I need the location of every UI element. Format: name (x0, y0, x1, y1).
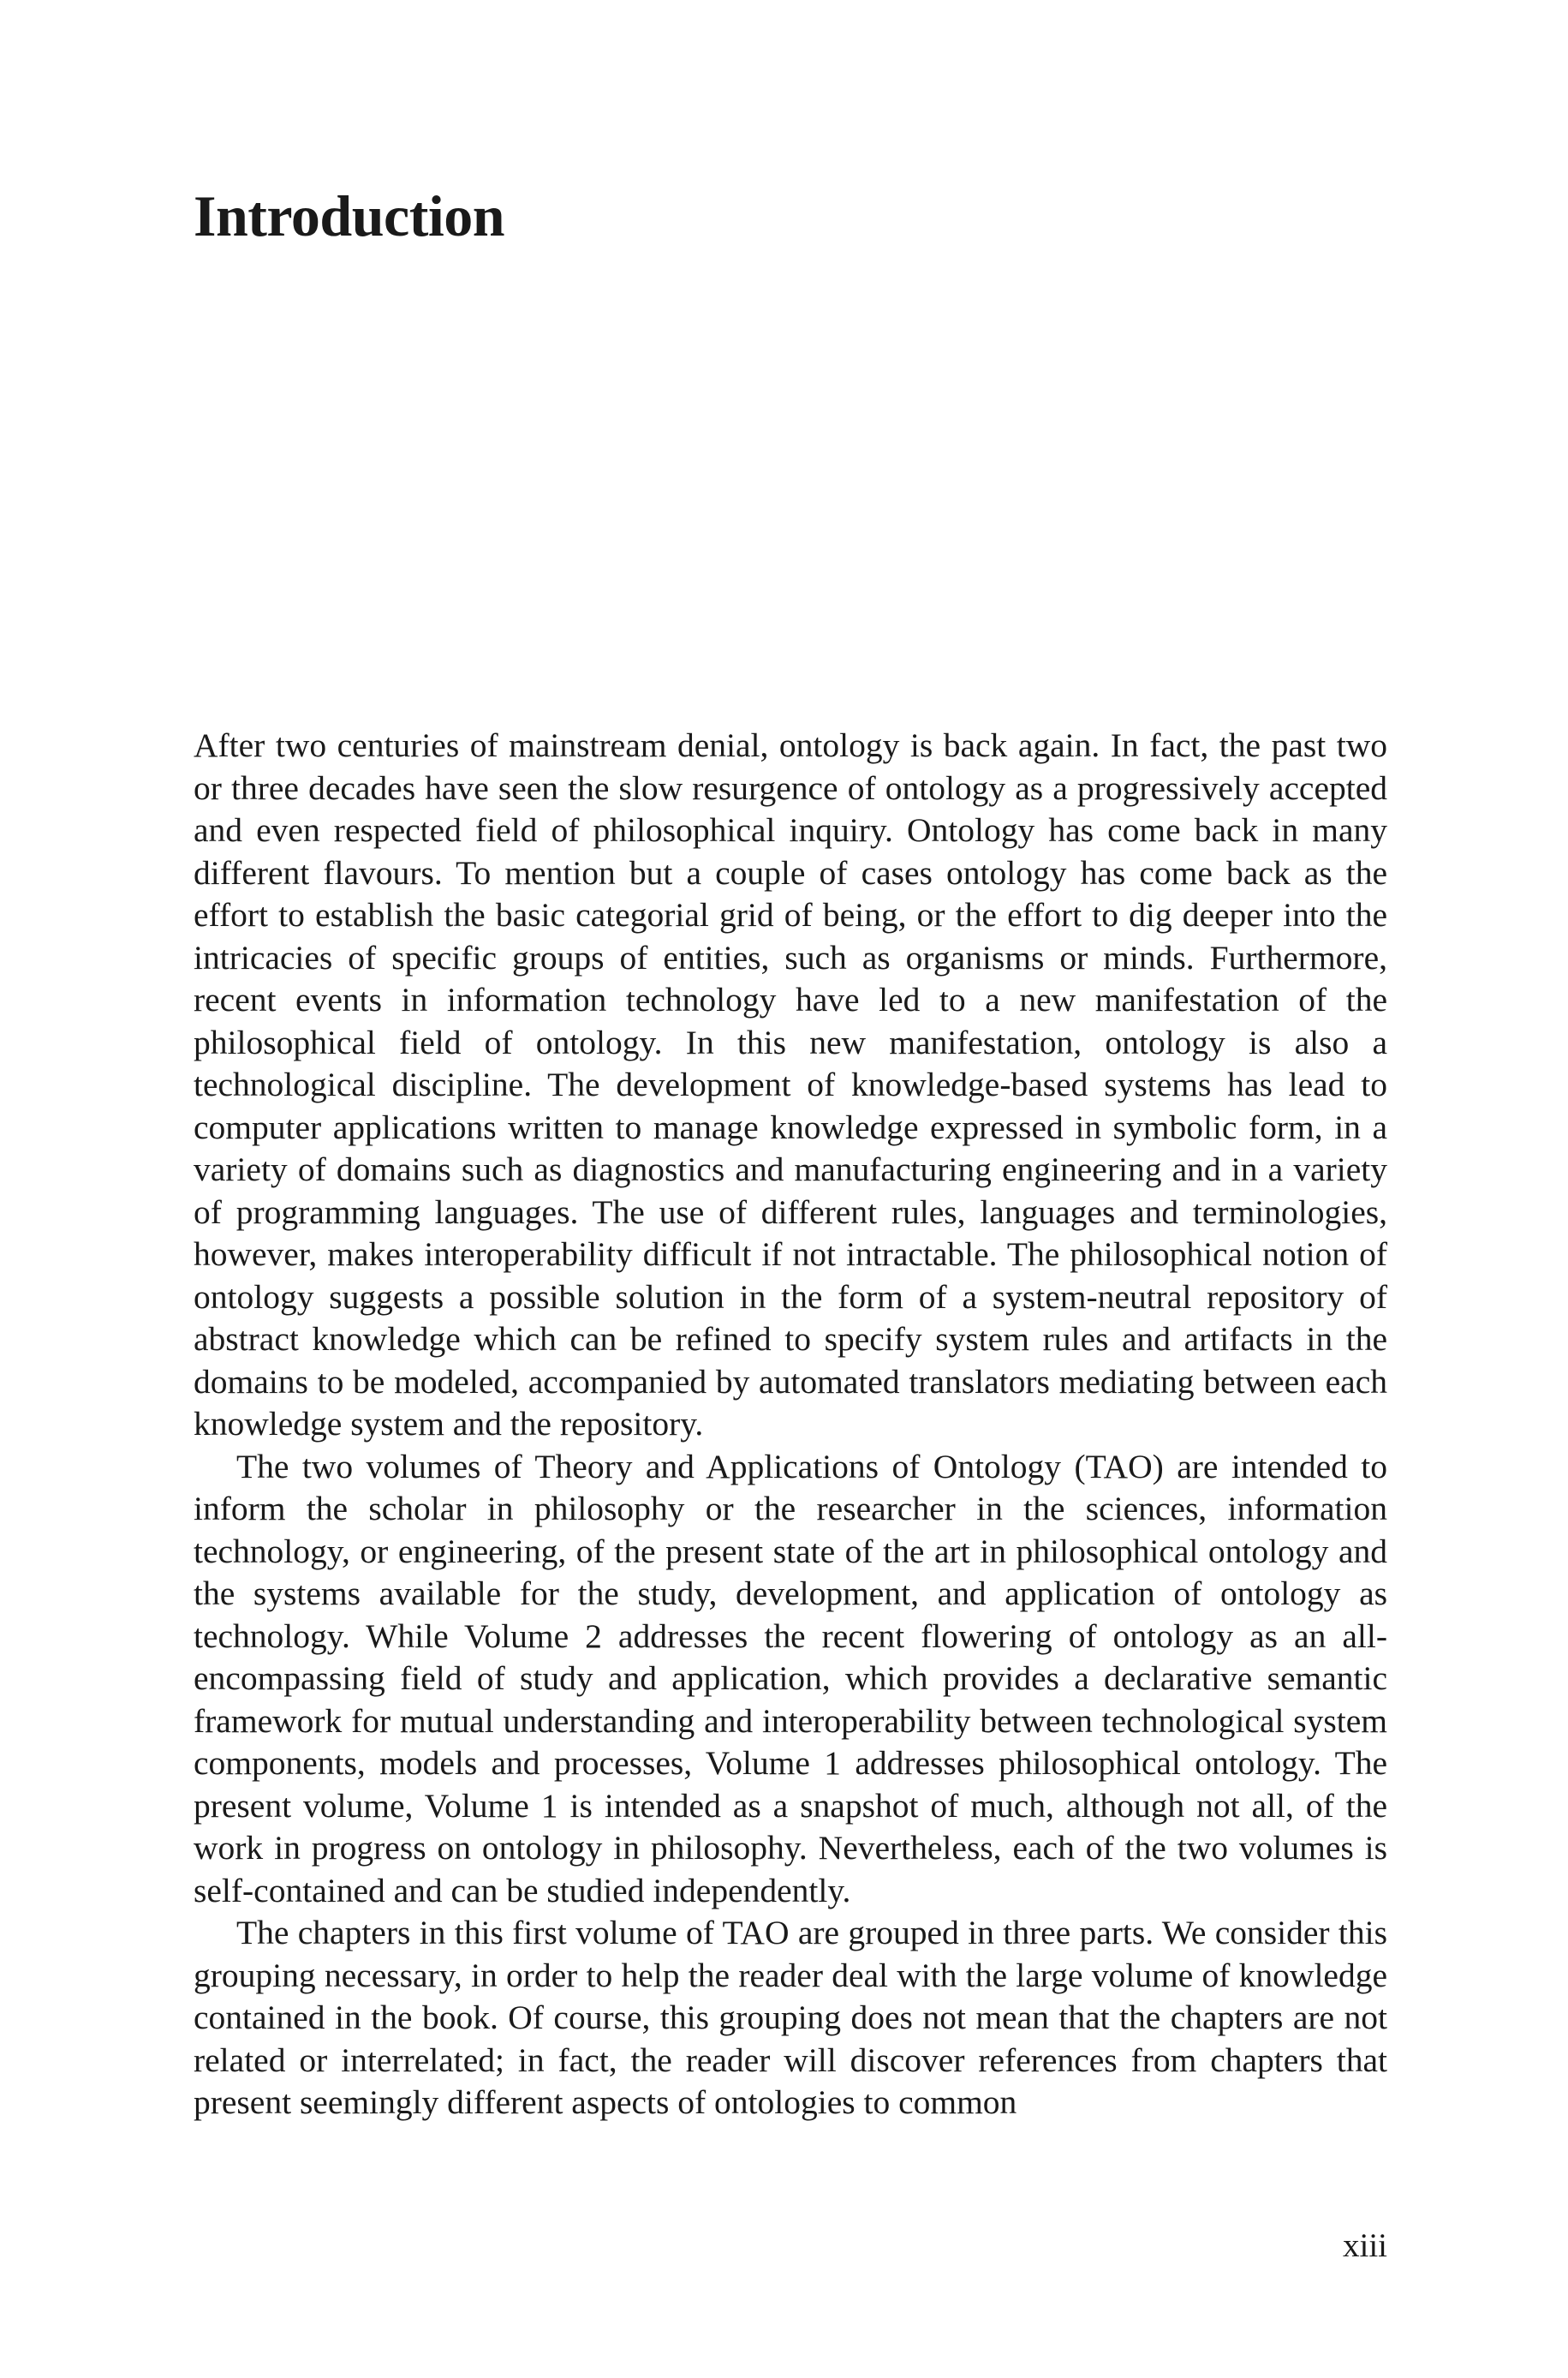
paragraph-3: The chapters in this first volume of TAO are grouped in three parts. We consider this grouping necessary, in order to help the reader deal with the large volume of knowledge contained in the book. Of course, this grouping does not mean that the chapters are not related or interrelated; in fact, the reader will discover references from chapters that present seemingly different aspects of ontologies to common (194, 1914, 1387, 2121)
body-text (194, 725, 1387, 2124)
paragraph-1: After two centuries of mainstream denial, ontology is back again. In fact, the past two or three decades have seen the slow resurgence of ontology as a progressively accepted and even respected field of philosophical inquiry. Ontology has come back in many different flavours. To mention but a couple of cases ontology has come back as the effort to establish the basic categorial grid of being, or the effort to dig deeper into the intricacies of specific groups of entities, such as organisms or minds. Furthermore, recent events in information technology have led to a new manifestation of the philosophical field of ontology. In this new manifestation, ontology is also a technological discipline. The development of knowledge-based systems has lead to computer applications written to manage knowledge expressed in symbolic form, in a variety of domains such as diagnostics and manufacturing engineering and in a variety of programming languages. The use of different rules, languages and terminologies, however, makes interoperability difficult if not intractable. The philosophical notion of ontology suggests a possible solution in the form of a system-neutral repository of abstract knowledge which can be refined to specify system rules and artifacts in the domains to be modeled, accompanied by automated translators mediating between each knowledge system and the repository. (194, 726, 1387, 1443)
page-number: xiii (1342, 2227, 1387, 2264)
paragraph-2: The two volumes of Theory and Applications of Ontology (TAO) are intended to inform the scholar in philosophy or the researcher in the sciences, information technology, or engineering, of the present state of the art in philosophical ontology and the systems available for the study, development, and application of ontology as technology. While Volume 2 addresses the recent flowering of ontology as an all-encompassing field of study and application, which provides a declarative semantic framework for mutual understanding and interoperability between technological system components, models and processes, Volume 1 addresses philosophical ontology. The present volume, Volume 1 is intended as a snapshot of much, although not all, of the work in progress on ontology in philosophy. Nevertheless, each of the two volumes is self-contained and can be studied independently. (194, 1447, 1387, 1909)
chapter-title: Introduction (194, 183, 505, 248)
